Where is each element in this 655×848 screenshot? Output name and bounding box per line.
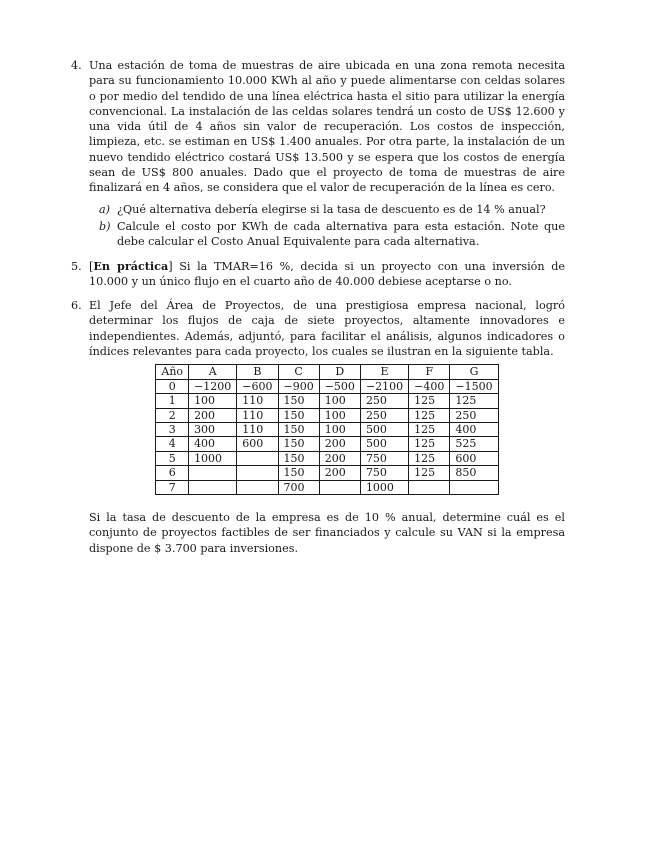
table-cell: −600	[237, 379, 278, 393]
column-header: C	[278, 365, 319, 379]
table-cell: 150	[278, 437, 319, 451]
subquestion-label: a)	[99, 202, 111, 216]
year-cell: 1	[156, 394, 189, 408]
table-row	[156, 451, 498, 465]
problem-4	[71, 58, 565, 250]
problem-6	[71, 298, 565, 556]
problem-text: Una estación de toma de muestras de aire ubicada en una zona remota necesita para su funcionamiento 10.000 KWh al año y puede alimentarse con celdas solares o por medio del tendido de una línea eléctrica hasta el sitio para utilizar la energía convencional. La instalación de las celdas solares tendrá un costo de US$ 12.600 y una vida útil de 4 años sin valor de recuperación. Los costos de inspección, limpieza, etc. se estiman en US$ 1.400 anuales. Por otra parte, la instalación de un nuevo tendido eléctrico costará US$ 13.500 y se espera que los costos de energía sean de US$ 800 anuales. Dado que el proyecto de toma de muestras de aire finalizará en 4 años, se considera que el valor de recuperación de la línea es cero.	[89, 59, 565, 195]
table-cell: 110	[237, 422, 278, 436]
subquestion-label: b)	[99, 219, 111, 233]
table-cell: 300	[189, 422, 237, 436]
problem-number: 5.	[71, 259, 82, 273]
year-cell: 7	[156, 480, 189, 494]
table-cell: 1000	[360, 480, 408, 494]
year-cell: 4	[156, 437, 189, 451]
table-cell	[409, 480, 450, 494]
table-cell: 125	[409, 408, 450, 422]
column-header: A	[189, 365, 237, 379]
table-cell	[319, 480, 360, 494]
table-cell: −2100	[360, 379, 408, 393]
year-cell: 5	[156, 451, 189, 465]
table-cell: 125	[450, 394, 498, 408]
table-cell	[237, 466, 278, 480]
open-bracket: [	[89, 259, 94, 273]
table-cell: 110	[237, 408, 278, 422]
table-cell: 200	[319, 437, 360, 451]
table-cell: 150	[278, 466, 319, 480]
table-cell: 150	[278, 422, 319, 436]
problem-number: 4.	[71, 59, 82, 72]
problem-5	[71, 259, 565, 290]
table-cell: 750	[360, 451, 408, 465]
table-cell: 125	[409, 466, 450, 480]
table-cell: 150	[278, 394, 319, 408]
column-header: E	[360, 365, 408, 379]
year-cell: 0	[156, 379, 189, 393]
table-cell	[237, 480, 278, 494]
table-cell: 150	[278, 408, 319, 422]
table-cell: 250	[360, 408, 408, 422]
table-cell: −1500	[450, 379, 498, 393]
table-cell: 125	[409, 422, 450, 436]
table-cell: 200	[319, 466, 360, 480]
subquestion-a	[89, 202, 565, 217]
year-cell: 6	[156, 466, 189, 480]
table-cell: 100	[319, 408, 360, 422]
table-cell	[237, 451, 278, 465]
document-page	[71, 58, 565, 556]
table-cell	[450, 480, 498, 494]
table-cell: 125	[409, 437, 450, 451]
column-header: B	[237, 365, 278, 379]
cash-flow-table	[155, 364, 498, 495]
table-cell: 700	[278, 480, 319, 494]
table-row	[156, 466, 498, 480]
problem-number: 6.	[71, 299, 82, 313]
year-cell: 3	[156, 422, 189, 436]
column-header: Año	[156, 365, 189, 379]
table-cell: 600	[237, 437, 278, 451]
problem-text	[89, 259, 565, 290]
table-cell: 1000	[189, 451, 237, 465]
table-cell: 500	[360, 437, 408, 451]
table-row	[156, 394, 498, 408]
table-cell: −1200	[189, 379, 237, 393]
table-cell: −400	[409, 379, 450, 393]
column-header: G	[450, 365, 498, 379]
subquestion-text: Calcule el costo por KWh de cada alternativa para esta estación. Note que debe calcular el Costo Anual Equivalente para cada alternativa.	[117, 219, 565, 249]
table-cell: 750	[360, 466, 408, 480]
table-cell: 200	[319, 451, 360, 465]
table-header-row	[156, 365, 498, 379]
table-cell: 525	[450, 437, 498, 451]
column-header: F	[409, 365, 450, 379]
table-row	[156, 437, 498, 451]
table-cell: 100	[319, 422, 360, 436]
table-cell: 250	[360, 394, 408, 408]
table-cell	[189, 466, 237, 480]
table-cell: −500	[319, 379, 360, 393]
table-cell: 200	[189, 408, 237, 422]
table-cell: 125	[409, 394, 450, 408]
bold-tag: En práctica	[93, 258, 169, 273]
table-cell	[189, 480, 237, 494]
table-cell: 600	[450, 451, 498, 465]
table-cell: 100	[189, 394, 237, 408]
table-cell: 110	[237, 394, 278, 408]
table-cell: 400	[189, 437, 237, 451]
table-cell: 500	[360, 422, 408, 436]
table-row	[156, 408, 498, 422]
subquestion-text: ¿Qué alternativa debería elegirse si la tasa de descuento es de 14 % anual?	[117, 202, 546, 216]
table-cell: 400	[450, 422, 498, 436]
table-cell: 100	[319, 394, 360, 408]
year-cell: 2	[156, 408, 189, 422]
table-cell: 125	[409, 451, 450, 465]
table-row	[156, 480, 498, 494]
problem-text-rest: ] Si la TMAR=16 %, decida si un proyecto con una inversión de 10.000 y un único flujo en el cuarto año de 40.000 debiese aceptarse o no.	[89, 259, 565, 288]
subquestion-b	[89, 219, 565, 250]
table-cell: −900	[278, 379, 319, 393]
table-cell: 850	[450, 466, 498, 480]
table-row	[156, 422, 498, 436]
problem-text: El Jefe del Área de Proyectos, de una prestigiosa empresa nacional, logró determinar los flujos de caja de siete proyectos, altamente innovadores e independientes. Además, adjuntó, para facilitar el análisis, algunos indicadores o índices relevantes para cada proyecto, los cuales se ilustran en la siguiente tabla.	[89, 299, 565, 359]
table-row	[156, 379, 498, 393]
table-cell: 150	[278, 451, 319, 465]
column-header: D	[319, 365, 360, 379]
table-cell: 250	[450, 408, 498, 422]
closing-question: Si la tasa de descuento de la empresa es de 10 % anual, determine cuál es el conjunto de proyectos factibles de ser financiados y calcule su VAN si la empresa dispone de $ 3.700 para inversiones.	[89, 511, 565, 555]
